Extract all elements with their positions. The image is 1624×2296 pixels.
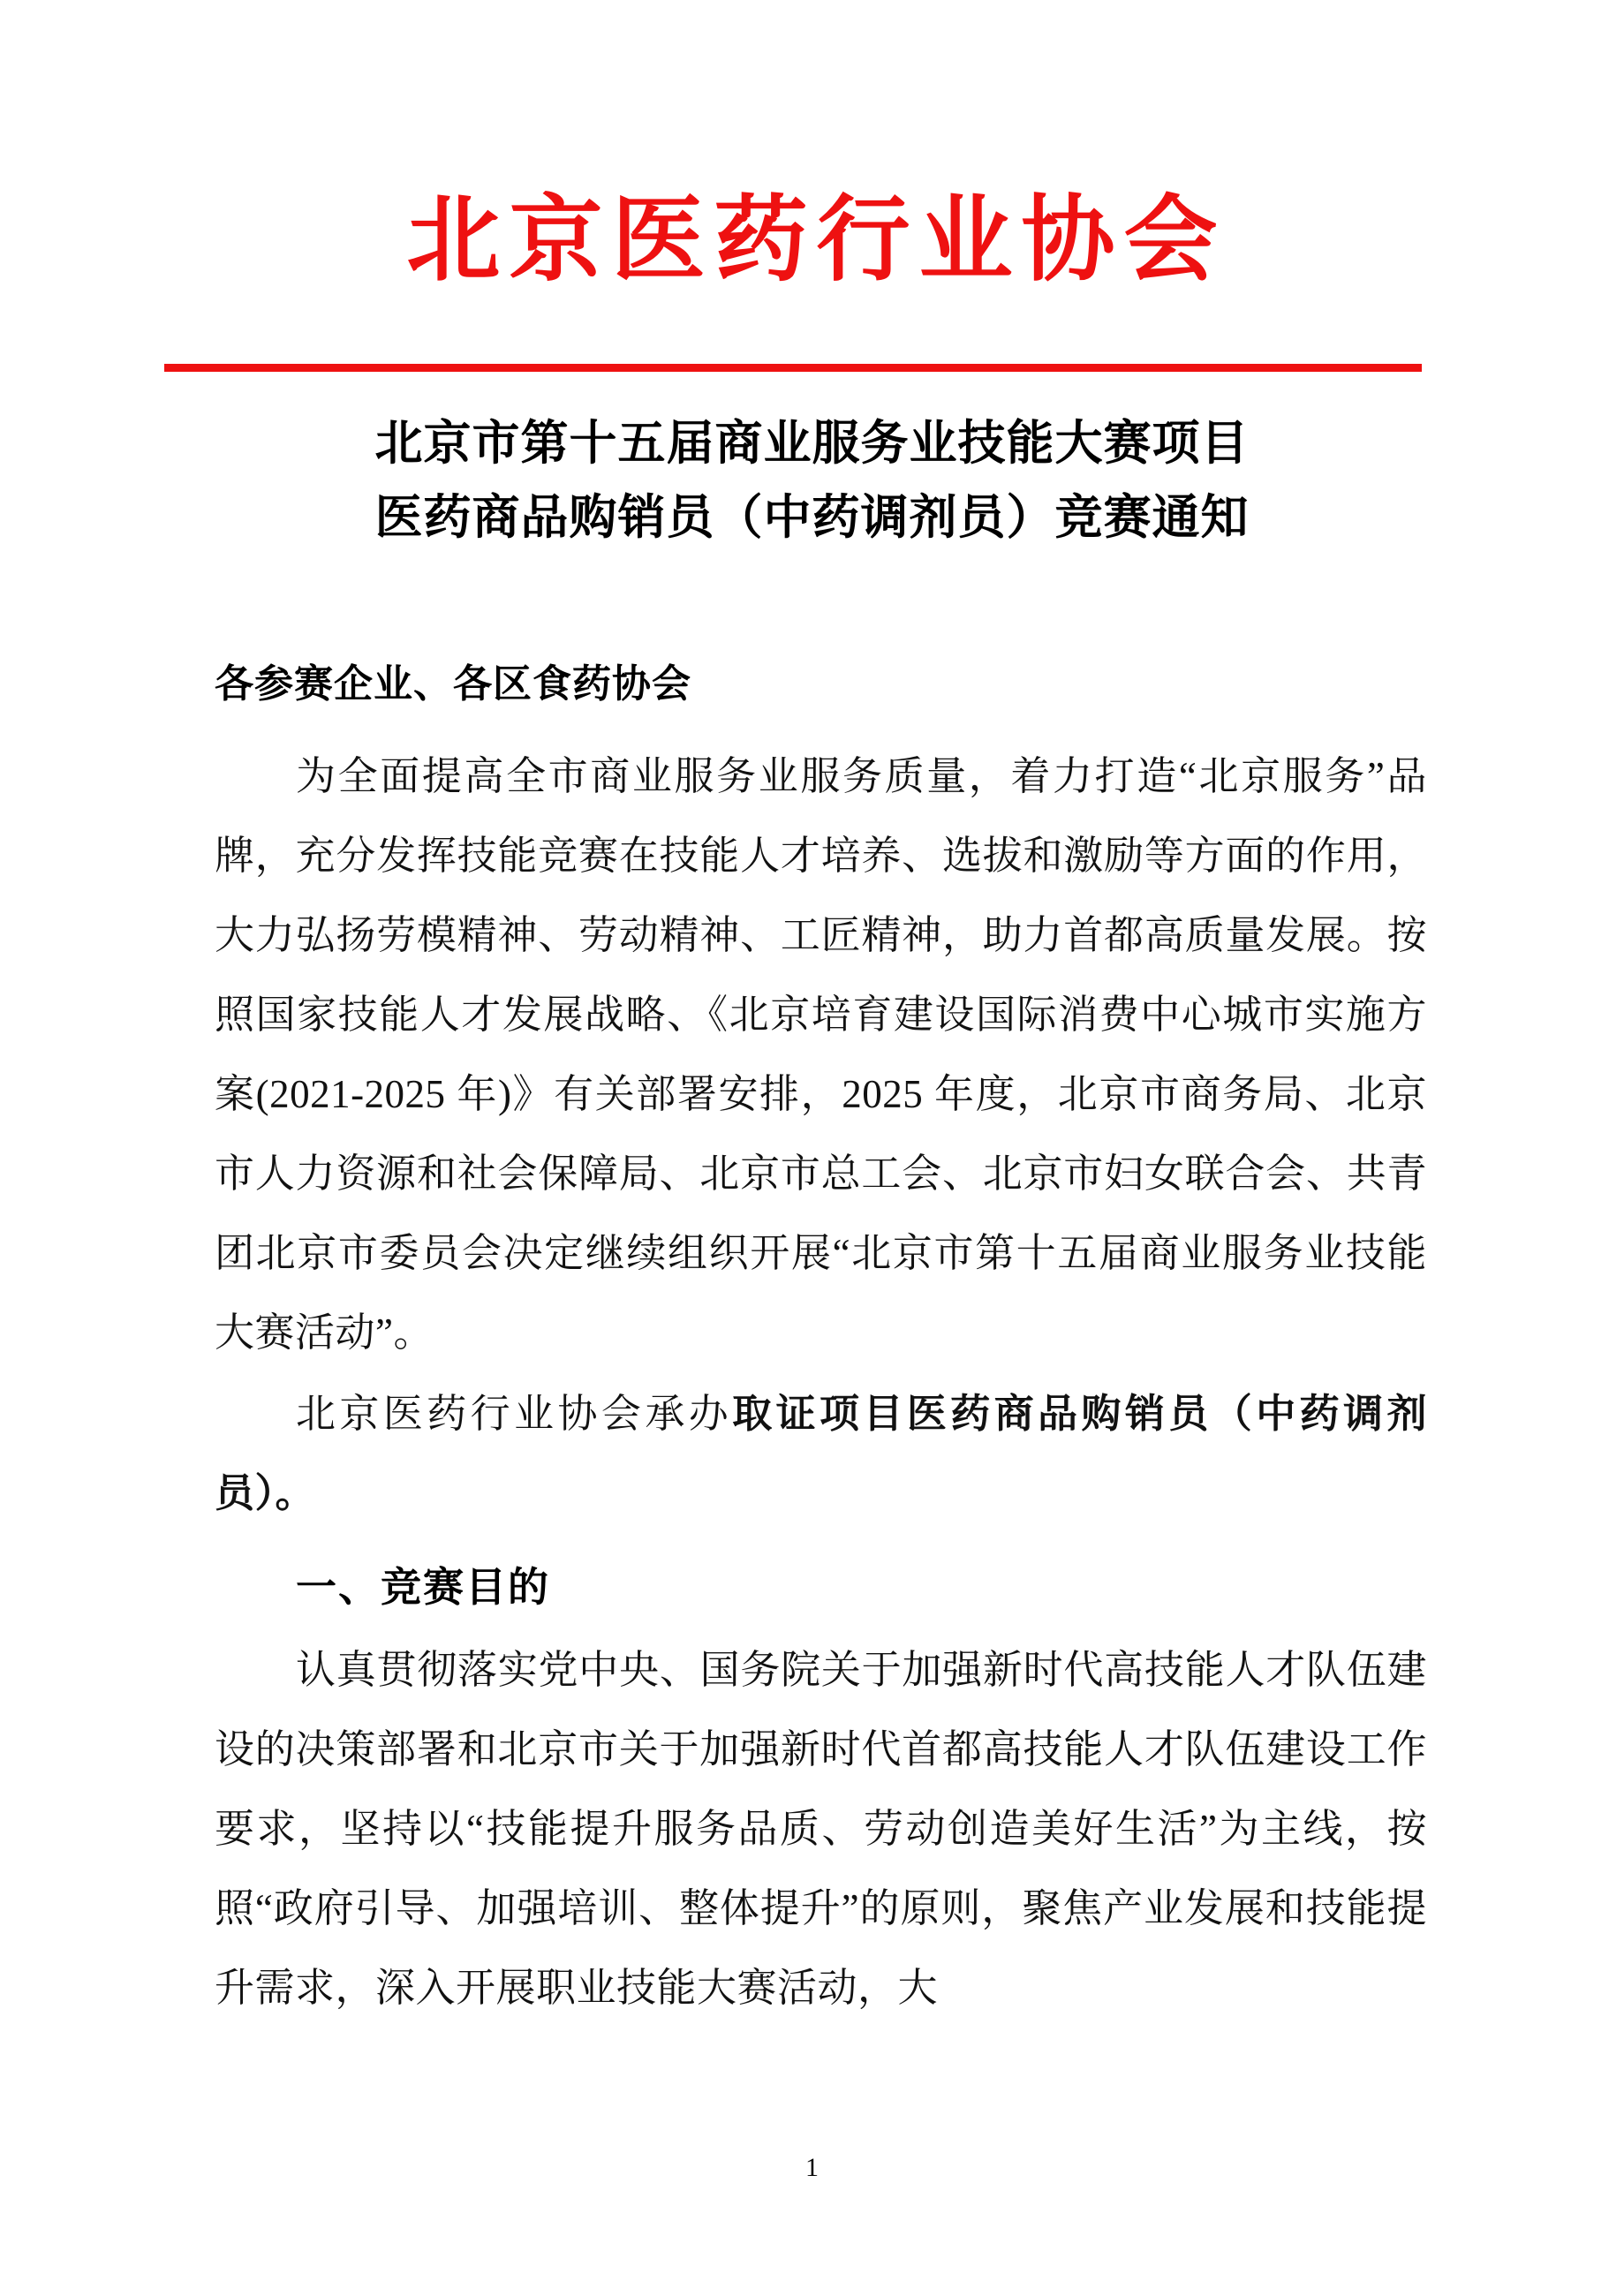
paragraph-purpose: 认真贯彻落实党中央、国务院关于加强新时代高技能人才队伍建设的决策部署和北京市关于加强新时代首都高技能人才队伍建设工作要求，坚持以“技能提升服务品质、劳动创造美好生活”为主线，按照“政府引导、加强培训、整体提升”的原则，聚焦产业发展和技能提升需求，深入开展职业技能大赛活动，大	[215, 1648, 1427, 2010]
salutation: 各参赛企业、各区食药协会	[215, 661, 691, 706]
letterhead	[0, 184, 1624, 294]
section-heading-purpose: 一、竞赛目的	[296, 1563, 550, 1611]
document-title-line-1: 北京市第十五届商业服务业技能大赛项目	[374, 415, 1250, 471]
paragraph-background: 为全面提高全市商业服务业服务质量，着力打造“北京服务”品牌，充分发挥技能竞赛在技能人才培养、选拔和激励等方面的作用，大力弘扬劳模精神、劳动精神、工匠精神，助力首都高质量发展。按照国家技能人才发展战略、《北京培育建设国际消费中心城市实施方案(2021-2025 年)》有关部署安排，2025 年度，北京市商务局、北京市人力资源和社会保障局、北京市总工会、北京市妇女联合会、共青团北京市委员会决定继续组织开展“北京市第十五届商业服务业技能大赛活动”。	[215, 754, 1427, 1355]
organization-name: 北京医药行业协会	[406, 184, 1227, 294]
paragraph-host-organizer	[215, 1374, 1427, 1533]
host-organizer-project-emphasis: 取证项目医药商品购销员（中药调剂员）。	[215, 1392, 1427, 1515]
document-title-line-2: 医药商品购销员（中药调剂员）竞赛通知	[374, 489, 1250, 545]
host-organizer-text: 北京医药行业协会承办	[296, 1392, 733, 1436]
page-number: 1	[805, 2153, 819, 2182]
letterhead-divider-rule	[164, 364, 1422, 372]
document-body	[215, 655, 1427, 2029]
document-title	[0, 406, 1624, 555]
